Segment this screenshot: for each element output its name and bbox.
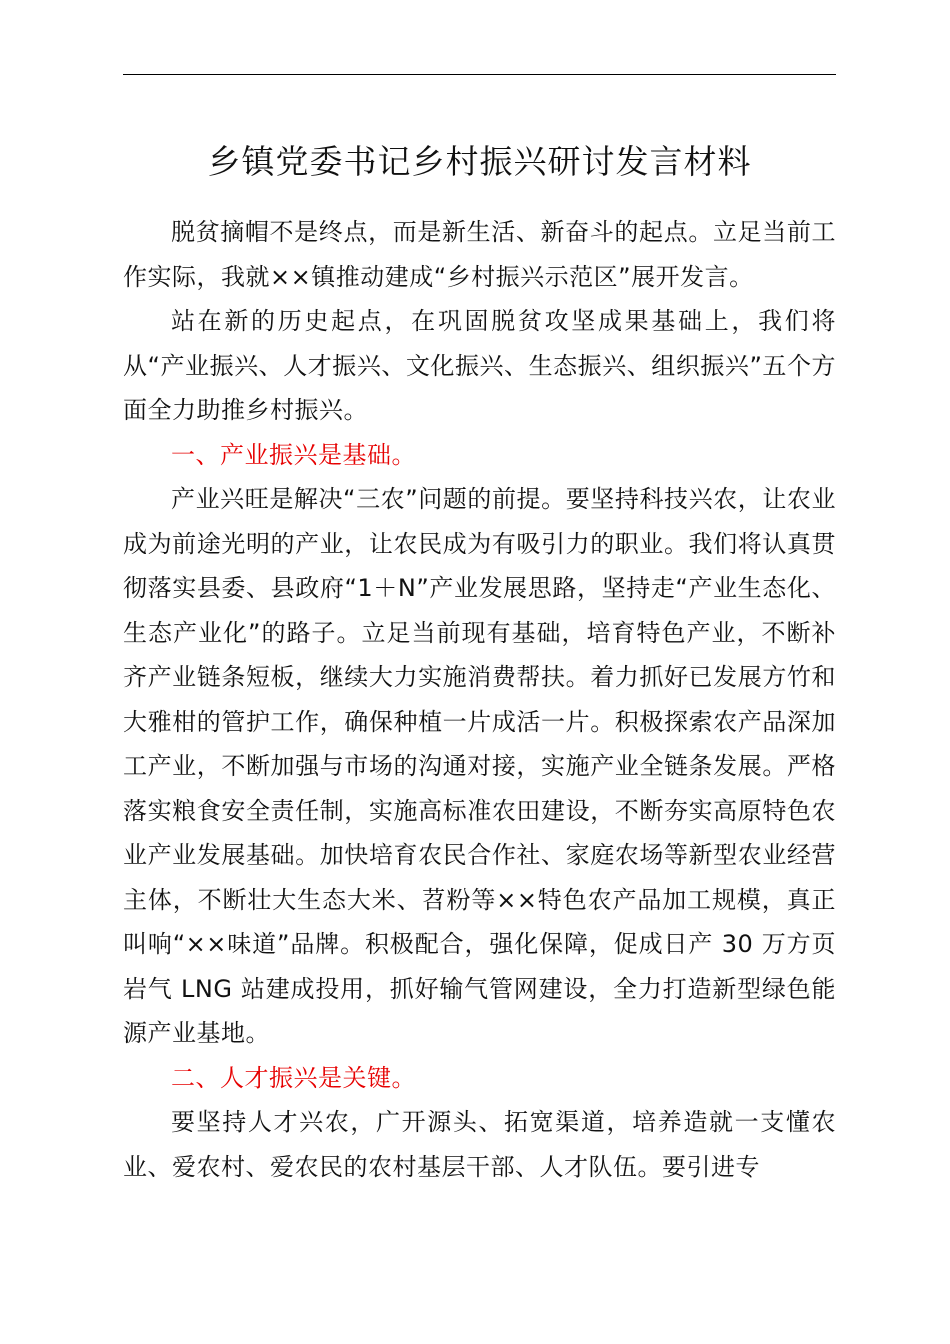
- section-heading-talent: 二、人才振兴是关键。: [171, 1063, 416, 1092]
- section-heading-industry: 一、产业振兴是基础。: [171, 440, 416, 469]
- paragraph-intro: 脱贫摘帽不是终点，而是新生活、新奋斗的起点。立足当前工作实际，我就××镇推动建成“乡村振兴示范区”展开发言。: [123, 218, 836, 291]
- paragraph-talent: 要坚持人才兴农，广开源头、拓宽渠道，培养造就一支懂农业、爱农村、爱农民的农村基层干部、人才队伍。要引进专: [123, 1108, 836, 1181]
- paragraph-overview: 站在新的历史起点，在巩固脱贫攻坚成果基础上，我们将从“产业振兴、人才振兴、文化振兴、生态振兴、组织振兴”五个方面全力助推乡村振兴。: [123, 307, 836, 424]
- paragraph-industry: 产业兴旺是解决“三农”问题的前提。要坚持科技兴农，让农业成为前途光明的产业，让农民成为有吸引力的职业。我们将认真贯彻落实县委、县政府“1＋N”产业发展思路，坚持走“产业生态化、生态产业化”的路子。立足当前现有基础，培育特色产业，不断补齐产业链条短板，继续大力实施消费帮扶。着力抓好已发展方竹和大雅柑的管护工作，确保种植一片成活一片。积极探索农产品深加工产业，不断加强与市场的沟通对接，实施产业全链条发展。严格落实粮食安全责任制，实施高标准农田建设，不断夯实高原特色农业产业发展基础。加快培育农民合作社、家庭农场等新型农业经营主体，不断壮大生态大米、苕粉等××特色农产品加工规模，真正叫响“××味道”品牌。积极配合，强化保障，促成日产 30 万方页岩气 LNG 站建成投用，抓好输气管网建设，全力打造新型绿色能源产业基地。: [123, 485, 836, 1047]
- header-rule: [123, 74, 836, 75]
- document-title: 乡镇党委书记乡村振兴研讨发言材料: [207, 142, 752, 181]
- document-body: [123, 210, 836, 1189]
